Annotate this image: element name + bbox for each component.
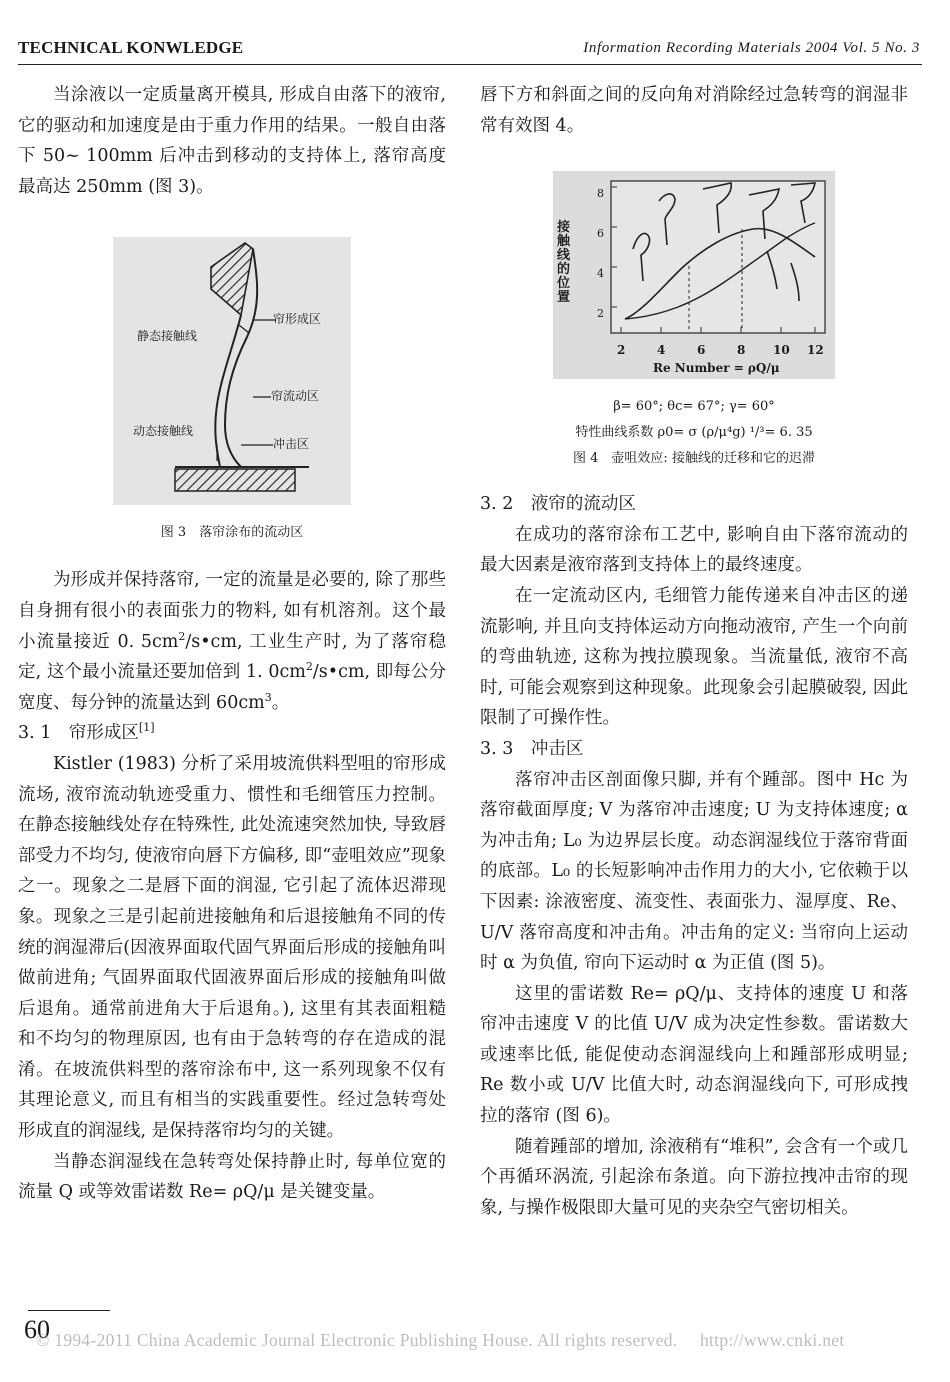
header-rule [18,64,922,65]
figure-4-coefficient: 特性曲线系数 ρ0= σ (ρ/μ⁴g) ¹/³= 6. 35 [575,425,813,441]
journal-section-title: TECHNICAL KONWLEDGE [18,38,244,57]
left-column [18,80,446,1208]
paragraph: 在一定流动区内, 毛细管力能传递来自冲击区的递流影响, 并且向支持体运动方向拖动液帘, 产生一个向前的弯曲轨迹, 这称为拽拉膜现象。当流量低, 液帘不高时, 可能会观察到这种现象。此现象会引起膜破裂, 因此限制了可操作性。 [480,585,908,729]
figure-3-caption: 图 3 落帘涂布的流动区 [160,525,304,541]
page-number: 60 [24,1315,50,1344]
fig4-ylabel: 接触线的位置 [557,220,571,306]
paragraph: 在成功的落帘涂布工艺中, 影响自由下落帘流动的最大因素是液帘落到支持体上的最终速度。 [480,524,908,576]
label-static-contact-line: 静态接触线 [137,329,198,344]
figure-3 [113,237,351,505]
figure-4-params: β= 60°; θc= 67°; γ= 60° [613,399,775,415]
right-column [480,80,908,1223]
fig4-xtick: 12 [807,343,824,358]
label-impact-zone: 冲击区 [273,437,310,452]
figure-3-diagram [113,237,351,505]
fig4-xtick: 10 [773,343,790,358]
die-block [211,243,253,315]
fig4-xlabel: Re Number = ρQ/μ [653,361,780,376]
paragraph: 当静态润湿线在急转弯处保持静止时, 每单位宽的流量 Q 或等效雷诺数 Re= ρQ/μ 是关键变量。 [18,1151,446,1203]
figure-4 [553,171,835,379]
figure-4-plot [553,171,835,379]
copyright-watermark: © 1994-2011 China Academic Journal Electronic Publishing House. All rights reserved. http://www.cnki.net [36,1330,845,1350]
paragraph: 为形成并保持落帘, 一定的流量是必要的, 除了那些自身拥有很小的表面张力的物料, 如有机溶剂。这个最小流量接近 0. $5cm^2/s•cm$, 工业生产时, 为了落帘稳定, 这个最小流量还要加倍到 1. $0cm^2/s•cm$, 即每公分宽度、每分钟的流量达到 $60cm^3$。 [18,570,446,713]
paragraph: 唇下方和斜面之间的反向角对消除经过急转弯的润湿非常有效图 4。 [480,85,908,136]
section-heading-3-2: 3. 2 液帘的流动区 [480,494,636,515]
section-heading-3-1: 3. 1 帘形成区[1] [18,721,155,744]
fig4-xtick: 8 [737,343,746,358]
paragraph: 这里的雷诺数 Re= ρQ/μ、支持体的速度 U 和落帘冲击速度 V 的比值 U/V 成为决定性参数。雷诺数大或速率比低, 能促使动态润湿线向上和踵部形成明显; Re 数小或 U/V 比值大时, 动态润湿线向下, 可形成拽拉的落帘 (图 6)。 [480,983,908,1127]
paragraph: Kistler (1983) 分析了采用坡流供料型咀的帘形成流场, 液帘流动轨迹受重力、惯性和毛细管压力控制。在静态接触线处存在特殊性, 此处流速突然加快, 导致唇部受力不均匀, 使液帘向唇下方偏移, 即“壶咀效应”现象之一。现象之二是唇下面的润湿, 它引起了流体迟滞现象。现象之三是引起前进接触角和后退接触角不同的传统的润湿滞后(因液界面取代固气界面后形成的接触角叫做前进角; 气固界面取代固液界面后形成的接触角叫做后退角。通常前进角大于后退角。), 这里有其表面粗糙和不均匀的物理原因, 也有由于急转弯的存在造成的混淆。在坡流供料型的落帘涂布中, 这一系列现象不仅有其理论意义, 而且有相当的实践重要性。经过急转弯处形成直的润湿线, 是保持落帘均匀的关键。 [18,753,446,1142]
fig4-ytick: 2 [597,307,604,321]
paragraph: 当涂液以一定质量离开模具, 形成自由落下的液帘, 它的驱动和加速度是由于重力作用的结果。一般自由落下 50~ 100mm 后冲击到移动的支持体上, 落帘高度最高达 250mm (图 3)。 [18,85,446,197]
paragraph: 落帘冲击区剖面像只脚, 并有个踵部。图中 Hc 为落帘截面厚度; V 为落帘冲击速度; U 为支持体速度; α 为冲击角; L₀ 为边界层长度。动态润湿线位于落帘背面的底部。L₀ 的长短影响冲击作用力的大小, 它依赖于以下因素: 涂液密度、流变性、表面张力、湿厚度、Re、U/V 落帘高度和冲击角。冲击角的定义: 当帘向上运动时 α 为负值, 帘向下运动时 α 为正值 (图 5)。 [480,769,908,974]
substrate [175,469,295,491]
fig4-xtick: 2 [617,343,626,358]
fig4-ytick: 6 [597,227,604,241]
fig4-ytick: 4 [597,267,604,281]
label-dynamic-contact-line: 动态接触线 [133,424,194,439]
journal-citation: Information Recording Materials 2004 Vol. 5 No. 3 [583,40,920,56]
fig4-ytick: 8 [597,187,604,201]
fig4-xtick: 4 [657,343,666,358]
paragraph: 随着踵部的增加, 涂液稍有“堆积”, 会含有一个或几个再循环涡流, 引起涂布条道。向下游拉拽冲击帘的现象, 与操作极限即大量可见的夹杂空气密切相关。 [480,1136,908,1218]
fig4-xtick: 6 [697,343,706,358]
label-curtain-flow: 帘流动区 [271,389,320,404]
figure-4-caption: 图 4 壶咀效应: 接触线的迁移和它的迟滞 [573,451,815,467]
footer-rule [28,1310,110,1311]
label-curtain-formation: 帘形成区 [273,312,322,327]
section-heading-3-3: 3. 3 冲击区 [480,738,584,759]
